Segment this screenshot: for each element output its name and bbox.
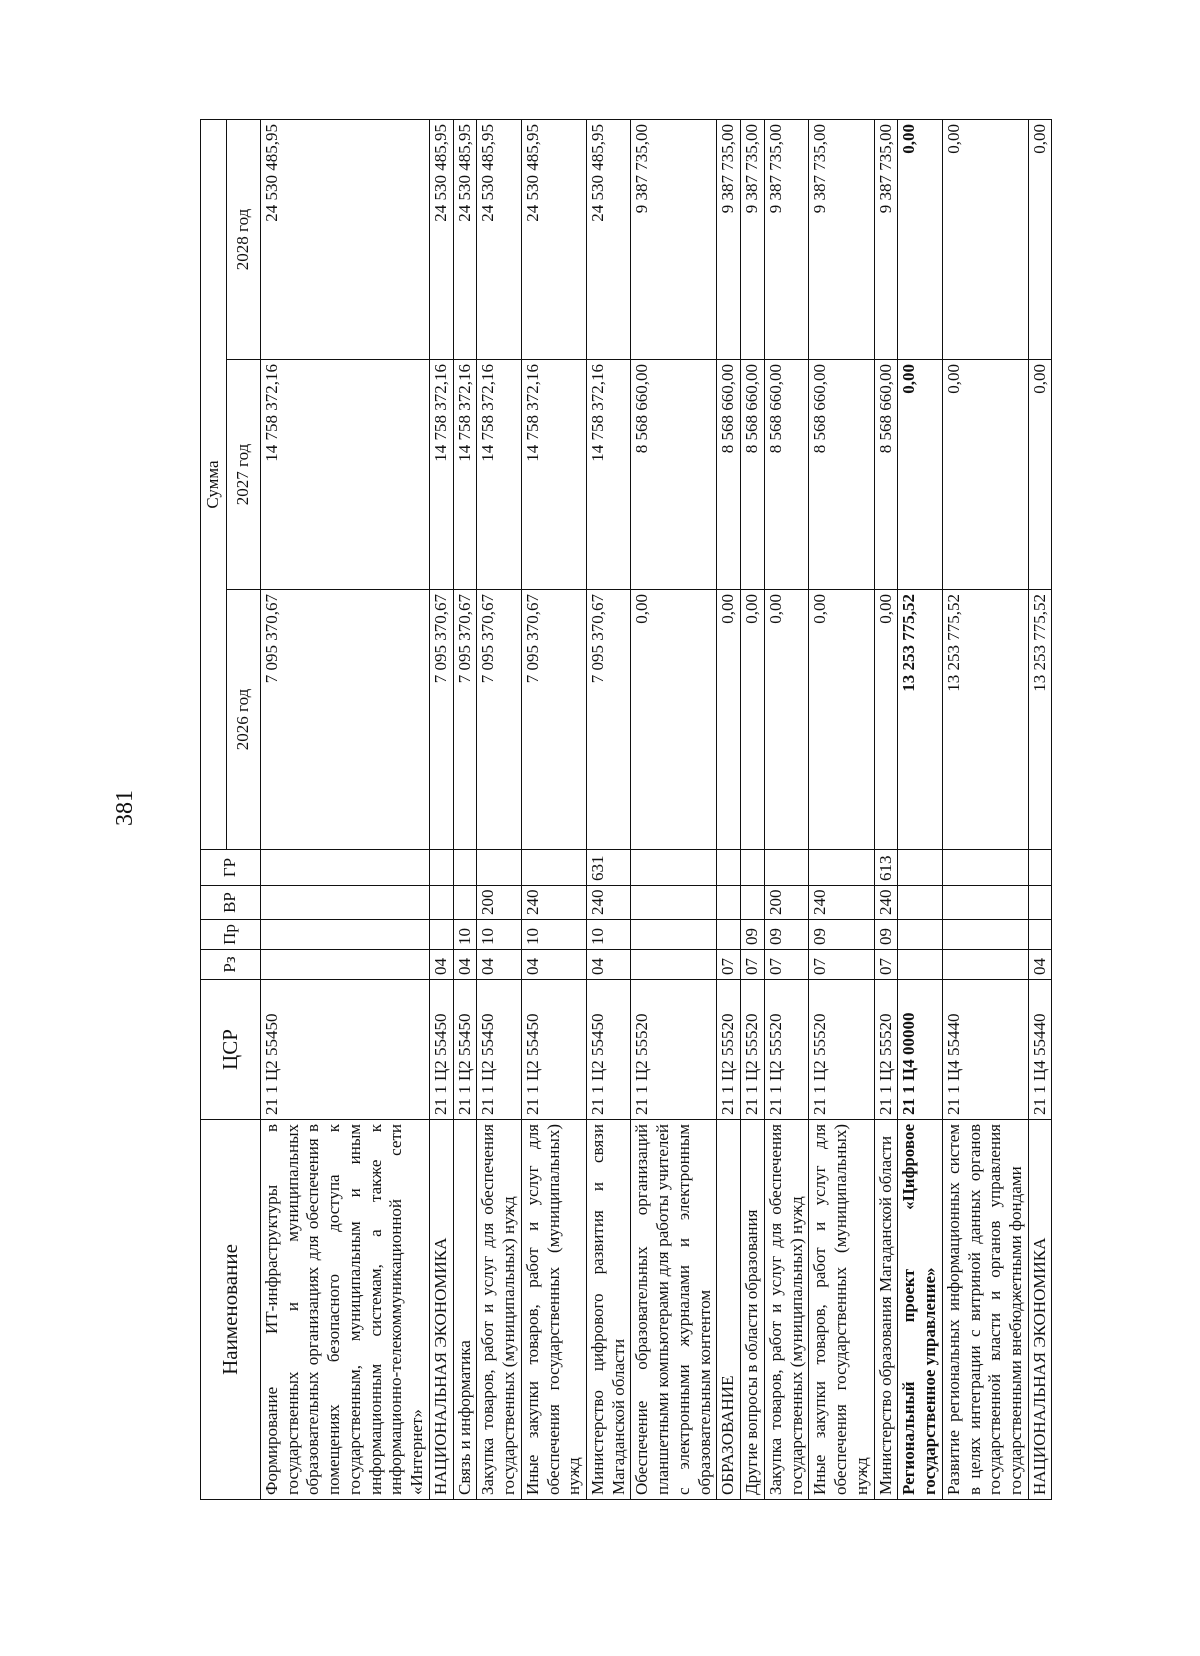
cell-2027: 8 568 660,00 xyxy=(764,360,808,590)
cell-2026: 7 095 370,67 xyxy=(453,590,477,850)
cell-pr: 10 xyxy=(453,920,477,950)
cell-gr xyxy=(764,850,808,886)
cell-vr: 240 xyxy=(587,886,631,920)
cell-pr xyxy=(1028,920,1052,950)
cell-csr: 21 1 Ц2 55520 xyxy=(741,980,765,1120)
table-row xyxy=(741,120,765,1500)
cell-2028: 24 530 485,95 xyxy=(477,120,521,360)
table-row xyxy=(874,120,898,1500)
cell-gr xyxy=(453,850,477,886)
cell-2027: 8 568 660,00 xyxy=(809,360,874,590)
cell-csr: 21 1 Ц4 55440 xyxy=(942,980,1028,1120)
cell-pr: 09 xyxy=(764,920,808,950)
header-2026: 2026 год xyxy=(227,590,261,850)
cell-2028: 24 530 485,95 xyxy=(429,120,453,360)
cell-pr: 09 xyxy=(874,920,898,950)
cell-vr: 200 xyxy=(764,886,808,920)
cell-rz xyxy=(942,950,1028,980)
cell-2026: 0,00 xyxy=(764,590,808,850)
cell-gr xyxy=(631,850,717,886)
cell-vr: 240 xyxy=(874,886,898,920)
table-row xyxy=(809,120,874,1500)
cell-rz: 04 xyxy=(477,950,521,980)
cell-gr: 613 xyxy=(874,850,898,886)
cell-name: НАЦИОНАЛЬНАЯ ЭКОНОМИКА xyxy=(429,1120,453,1500)
cell-name: Министерство образования Магаданской области xyxy=(874,1120,898,1500)
header-2028: 2028 год xyxy=(227,120,261,360)
cell-2026: 7 095 370,67 xyxy=(261,590,430,850)
cell-2026: 7 095 370,67 xyxy=(521,590,586,850)
cell-name: ОБРАЗОВАНИЕ xyxy=(717,1120,741,1500)
cell-2028: 9 387 735,00 xyxy=(874,120,898,360)
table-row xyxy=(453,120,477,1500)
cell-2027: 0,00 xyxy=(942,360,1028,590)
header-vr: ВР xyxy=(201,886,261,920)
cell-2027: 8 568 660,00 xyxy=(717,360,741,590)
cell-csr: 21 1 Ц2 55450 xyxy=(429,980,453,1120)
table-row xyxy=(477,120,521,1500)
cell-pr xyxy=(261,920,430,950)
header-name: Наименование xyxy=(201,1120,261,1500)
header-gr: ГР xyxy=(201,850,261,886)
cell-gr xyxy=(429,850,453,886)
cell-pr xyxy=(429,920,453,950)
cell-2028: 9 387 735,00 xyxy=(764,120,808,360)
cell-vr xyxy=(717,886,741,920)
cell-csr: 21 1 Ц2 55520 xyxy=(764,980,808,1120)
cell-rz: 07 xyxy=(741,950,765,980)
cell-rz: 04 xyxy=(587,950,631,980)
cell-pr: 09 xyxy=(809,920,874,950)
cell-name: Связь и информатика xyxy=(453,1120,477,1500)
page-number: 381 xyxy=(112,790,138,826)
cell-vr xyxy=(1028,886,1052,920)
cell-gr xyxy=(898,850,942,886)
table-row xyxy=(631,120,717,1500)
table-row xyxy=(429,120,453,1500)
cell-2026: 13 253 775,52 xyxy=(898,590,942,850)
cell-2026: 13 253 775,52 xyxy=(1028,590,1052,850)
cell-2027: 14 758 372,16 xyxy=(521,360,586,590)
cell-vr: 240 xyxy=(809,886,874,920)
cell-name: НАЦИОНАЛЬНАЯ ЭКОНОМИКА xyxy=(1028,1120,1052,1500)
cell-vr xyxy=(942,886,1028,920)
cell-name: Региональный проект «Цифровое государственное управление» xyxy=(898,1120,942,1500)
cell-vr xyxy=(741,886,765,920)
cell-2027: 8 568 660,00 xyxy=(631,360,717,590)
cell-pr xyxy=(898,920,942,950)
header-rz: Рз xyxy=(201,950,261,980)
cell-csr: 21 1 Ц2 55450 xyxy=(453,980,477,1120)
cell-pr xyxy=(942,920,1028,950)
cell-pr: 10 xyxy=(477,920,521,950)
cell-gr xyxy=(717,850,741,886)
cell-vr xyxy=(898,886,942,920)
cell-2027: 14 758 372,16 xyxy=(477,360,521,590)
cell-2028: 0,00 xyxy=(1028,120,1052,360)
cell-csr: 21 1 Ц4 00000 xyxy=(898,980,942,1120)
cell-2028: 24 530 485,95 xyxy=(521,120,586,360)
cell-gr xyxy=(942,850,1028,886)
table-row xyxy=(942,120,1028,1500)
cell-2026: 0,00 xyxy=(741,590,765,850)
cell-csr: 21 1 Ц2 55520 xyxy=(874,980,898,1120)
cell-2028: 0,00 xyxy=(942,120,1028,360)
cell-csr: 21 1 Ц2 55520 xyxy=(717,980,741,1120)
cell-csr: 21 1 Ц2 55520 xyxy=(809,980,874,1120)
cell-2027: 14 758 372,16 xyxy=(453,360,477,590)
table-row xyxy=(898,120,942,1500)
cell-gr xyxy=(1028,850,1052,886)
cell-gr xyxy=(741,850,765,886)
cell-2026: 7 095 370,67 xyxy=(587,590,631,850)
cell-2028: 9 387 735,00 xyxy=(631,120,717,360)
cell-name: Иные закупки товаров, работ и услуг для обеспечения государственных (муниципальных) нужд xyxy=(809,1120,874,1500)
cell-gr xyxy=(809,850,874,886)
cell-rz: 07 xyxy=(809,950,874,980)
cell-2026: 13 253 775,52 xyxy=(942,590,1028,850)
cell-gr xyxy=(477,850,521,886)
cell-rz xyxy=(898,950,942,980)
cell-rz: 04 xyxy=(429,950,453,980)
table-row xyxy=(717,120,741,1500)
rotated-page xyxy=(200,120,1060,1500)
cell-csr: 21 1 Ц2 55450 xyxy=(521,980,586,1120)
cell-vr xyxy=(631,886,717,920)
cell-vr: 240 xyxy=(521,886,586,920)
cell-pr: 09 xyxy=(741,920,765,950)
cell-pr xyxy=(631,920,717,950)
table-row xyxy=(587,120,631,1500)
cell-rz: 04 xyxy=(453,950,477,980)
cell-rz: 04 xyxy=(1028,950,1052,980)
cell-2027: 14 758 372,16 xyxy=(261,360,430,590)
cell-pr xyxy=(717,920,741,950)
table-body xyxy=(261,120,1052,1500)
cell-rz: 07 xyxy=(874,950,898,980)
table-row xyxy=(764,120,808,1500)
cell-name: Закупка товаров, работ и услуг для обеспечения государственных (муниципальных) нужд xyxy=(477,1120,521,1500)
header-sum: Сумма xyxy=(201,120,227,850)
cell-2027: 0,00 xyxy=(1028,360,1052,590)
cell-name: Формирование ИТ-инфраструктуры в государственных и муниципальных образовательных организациях для обеспечения в помещениях безопасного доступа к государственным, муниципальным и иным информационным системам, а также к информационно-телекоммуникационной сети «Интернет» xyxy=(261,1120,430,1500)
cell-2027: 14 758 372,16 xyxy=(429,360,453,590)
cell-csr: 21 1 Ц4 55440 xyxy=(1028,980,1052,1120)
table-row xyxy=(1028,120,1052,1500)
header-csr: ЦСР xyxy=(201,980,261,1120)
cell-2028: 24 530 485,95 xyxy=(587,120,631,360)
header-pr: Пр xyxy=(201,920,261,950)
cell-vr xyxy=(261,886,430,920)
cell-gr xyxy=(261,850,430,886)
cell-2026: 0,00 xyxy=(809,590,874,850)
cell-pr: 10 xyxy=(521,920,586,950)
table-row xyxy=(521,120,586,1500)
cell-2028: 24 530 485,95 xyxy=(261,120,430,360)
cell-name: Обеспечение образовательных организаций планшетными компьютерами для работы учителей с электронными журналами и электронным образовательным контентом xyxy=(631,1120,717,1500)
cell-2027: 14 758 372,16 xyxy=(587,360,631,590)
cell-gr: 631 xyxy=(587,850,631,886)
cell-2026: 7 095 370,67 xyxy=(477,590,521,850)
cell-rz: 07 xyxy=(764,950,808,980)
cell-rz: 07 xyxy=(717,950,741,980)
cell-csr: 21 1 Ц2 55520 xyxy=(631,980,717,1120)
table-header xyxy=(201,120,261,1500)
cell-2026: 0,00 xyxy=(717,590,741,850)
cell-2028: 0,00 xyxy=(898,120,942,360)
cell-csr: 21 1 Ц2 55450 xyxy=(477,980,521,1120)
table-row xyxy=(261,120,430,1500)
cell-2027: 8 568 660,00 xyxy=(874,360,898,590)
cell-2027: 8 568 660,00 xyxy=(741,360,765,590)
cell-name: Иные закупки товаров, работ и услуг для обеспечения государственных (муниципальных) нужд xyxy=(521,1120,586,1500)
cell-2028: 24 530 485,95 xyxy=(453,120,477,360)
cell-name: Другие вопросы в области образования xyxy=(741,1120,765,1500)
cell-gr xyxy=(521,850,586,886)
cell-name: Развитие региональных информационных систем в целях интеграции с витриной данных органов государственной власти и органов управления государственными внебюджетными фондами xyxy=(942,1120,1028,1500)
cell-2027: 0,00 xyxy=(898,360,942,590)
cell-pr: 10 xyxy=(587,920,631,950)
cell-2028: 9 387 735,00 xyxy=(809,120,874,360)
budget-table xyxy=(200,119,1052,1500)
cell-rz xyxy=(261,950,430,980)
cell-2026: 0,00 xyxy=(874,590,898,850)
cell-rz: 04 xyxy=(521,950,586,980)
cell-vr: 200 xyxy=(477,886,521,920)
cell-csr: 21 1 Ц2 55450 xyxy=(261,980,430,1120)
cell-2028: 9 387 735,00 xyxy=(717,120,741,360)
cell-rz xyxy=(631,950,717,980)
cell-vr xyxy=(453,886,477,920)
header-2027: 2027 год xyxy=(227,360,261,590)
cell-name: Закупка товаров, работ и услуг для обеспечения государственных (муниципальных) нужд xyxy=(764,1120,808,1500)
cell-name: Министерство цифрового развития и связи Магаданской области xyxy=(587,1120,631,1500)
cell-2026: 0,00 xyxy=(631,590,717,850)
cell-vr xyxy=(429,886,453,920)
cell-csr: 21 1 Ц2 55450 xyxy=(587,980,631,1120)
cell-2026: 7 095 370,67 xyxy=(429,590,453,850)
cell-2028: 9 387 735,00 xyxy=(741,120,765,360)
